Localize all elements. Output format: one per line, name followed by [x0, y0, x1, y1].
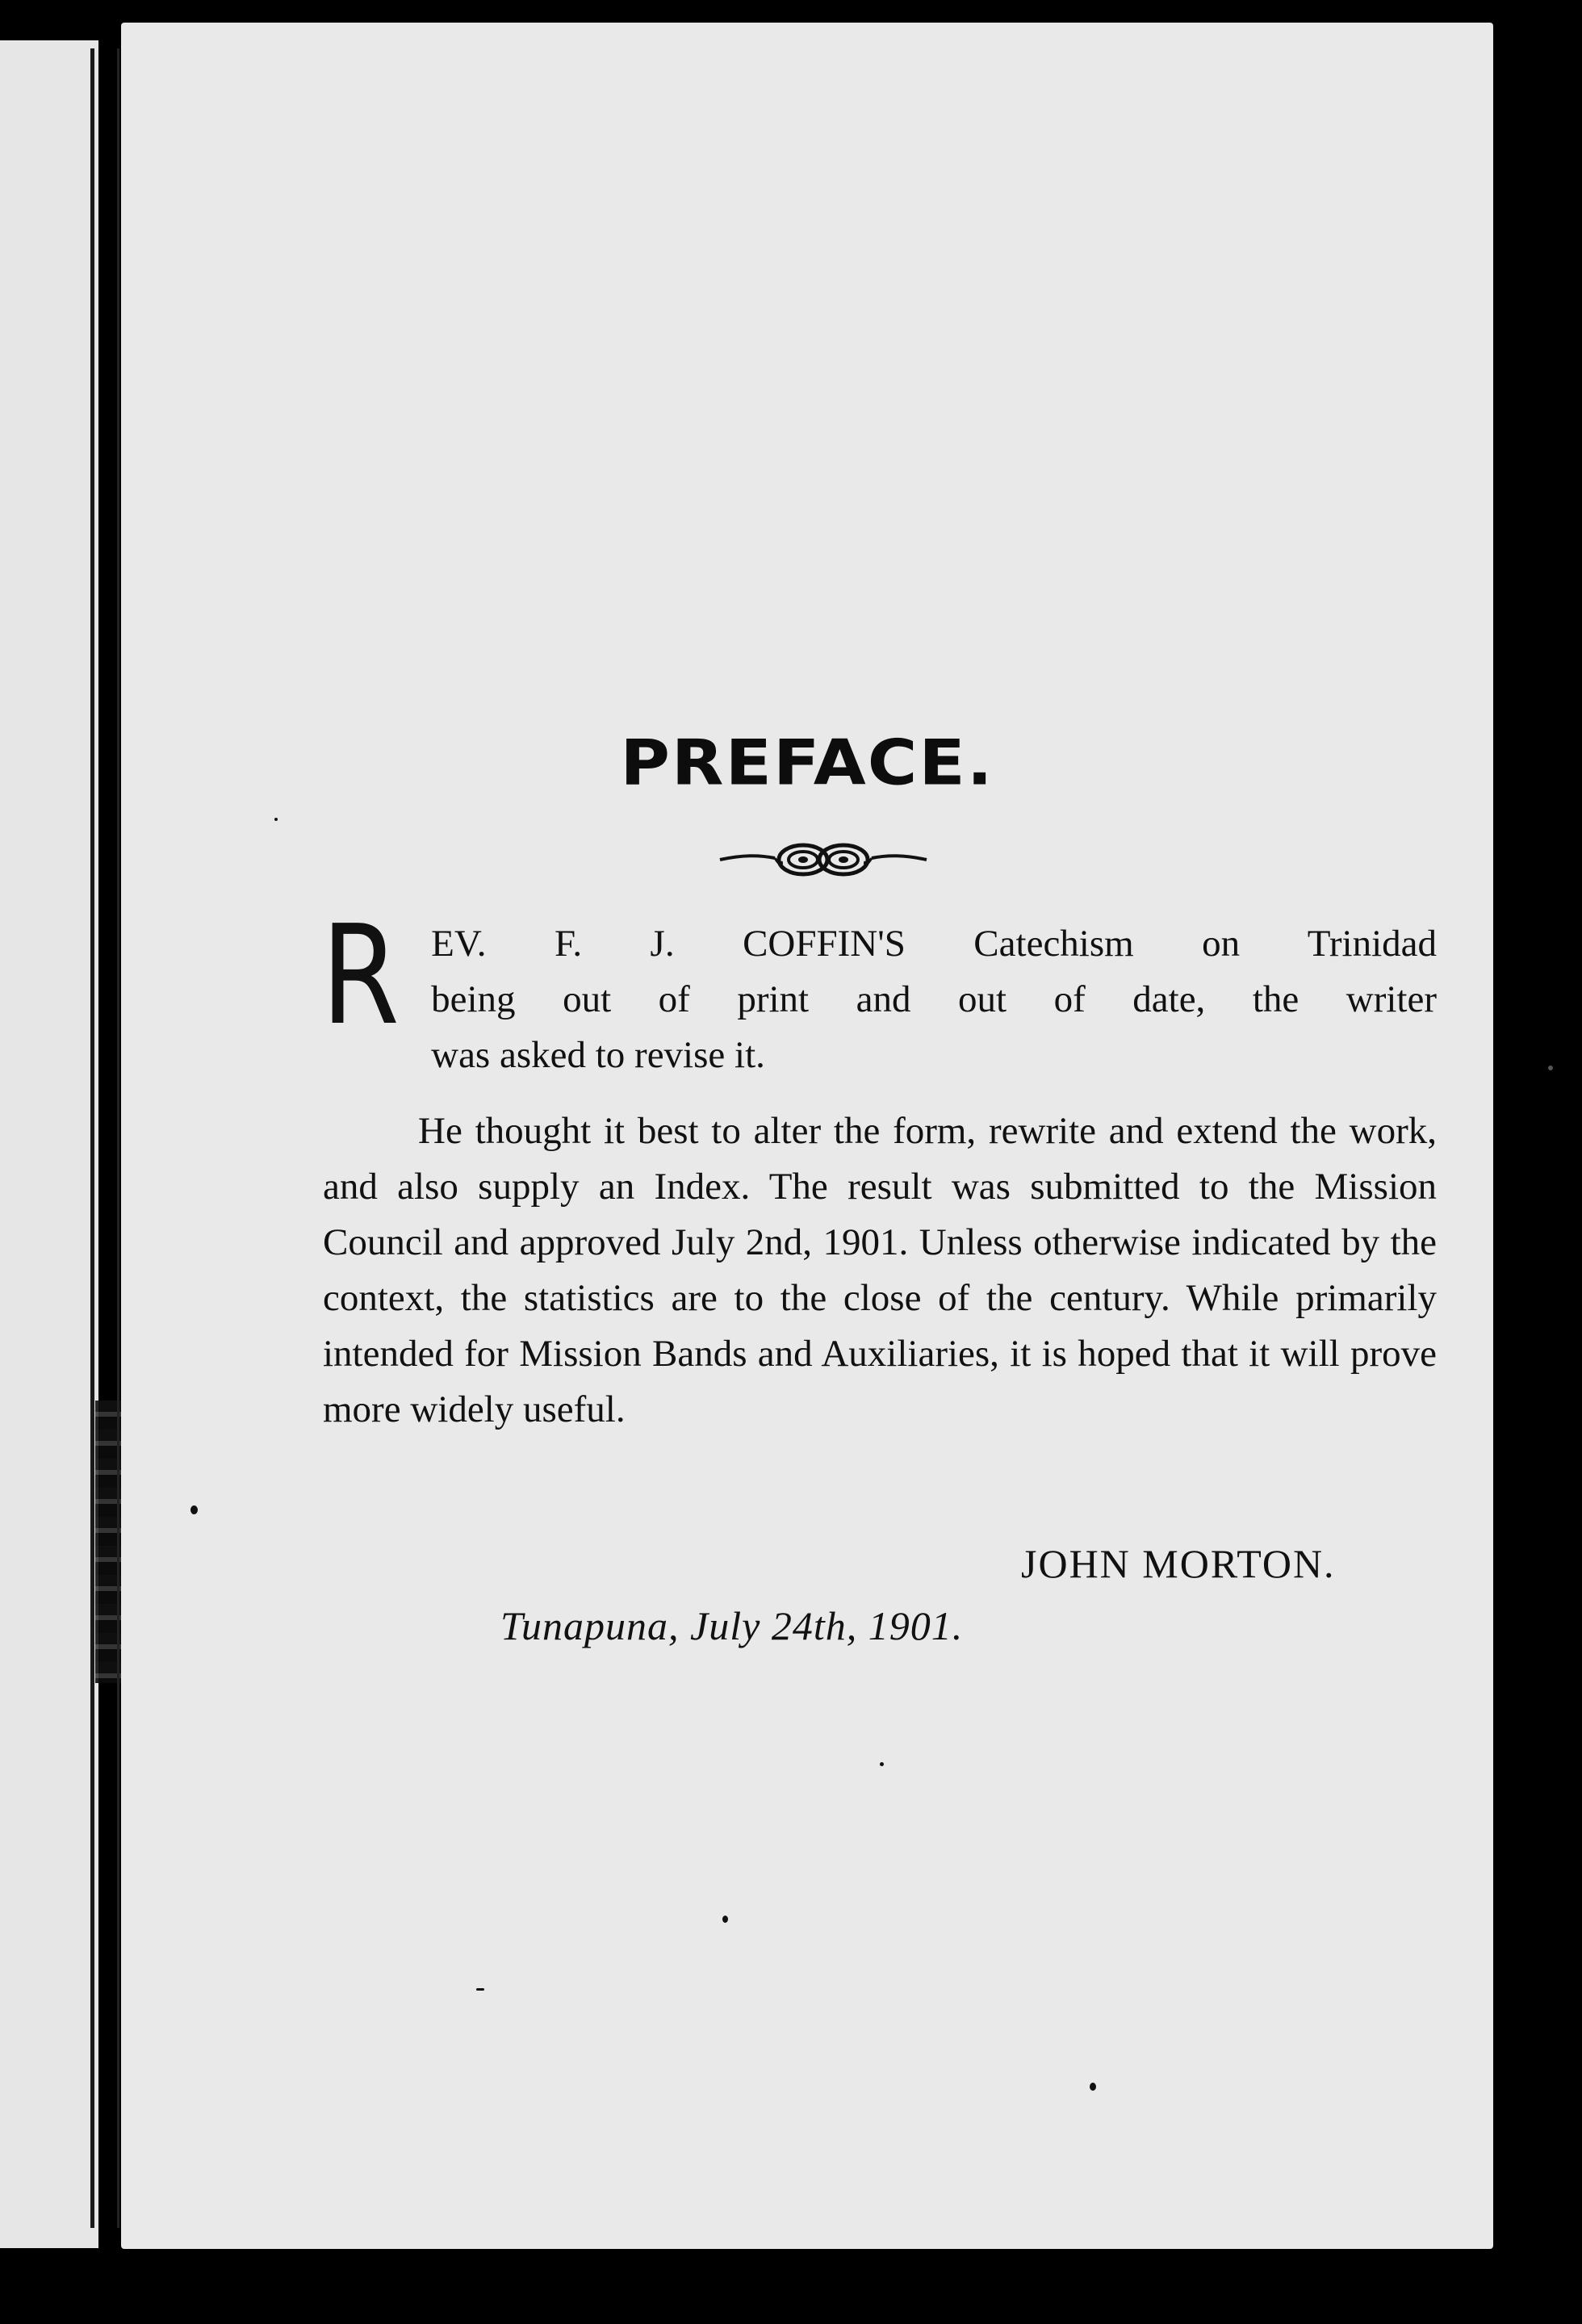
print-speck — [274, 818, 278, 821]
paragraph-line: being out of print and out of date, the writer — [431, 978, 1437, 1020]
print-speck — [880, 1762, 884, 1766]
drop-cap: R — [321, 896, 400, 1056]
print-speck — [476, 1988, 484, 1991]
print-speck — [722, 1916, 728, 1923]
book-page — [121, 23, 1493, 2249]
place-date-line: Tunapuna, July 24th, 1901. — [500, 1603, 964, 1648]
print-speck — [1090, 2083, 1096, 2091]
facing-page-edge — [0, 40, 98, 2248]
scroll-flourish-icon — [718, 834, 928, 882]
gutter-shadow — [117, 48, 119, 2228]
opening-paragraph — [321, 896, 1437, 1083]
book-spine — [90, 48, 94, 2228]
body-paragraph: He thought it best to alter the form, rewrite and extend the work, and also supply an Index. The result was submitted to the Mission Council and approved July 2nd, 1901. Unless otherwise indicated by the context, the statistics are to the close of the century. While primarily intended for Mission Bands and Auxiliaries, it is hoped that it will prove more widely useful. — [323, 1110, 1437, 1430]
page-title: PREFACE. — [620, 726, 994, 800]
print-speck — [190, 1505, 198, 1514]
print-speck — [1548, 1066, 1553, 1070]
author-signature: JOHN MORTON. — [1021, 1541, 1336, 1586]
paragraph-line: was asked to revise it. — [431, 1034, 765, 1076]
paragraph-line: EV. F. J. COFFIN'S Catechism on Trinidad — [431, 923, 1437, 965]
